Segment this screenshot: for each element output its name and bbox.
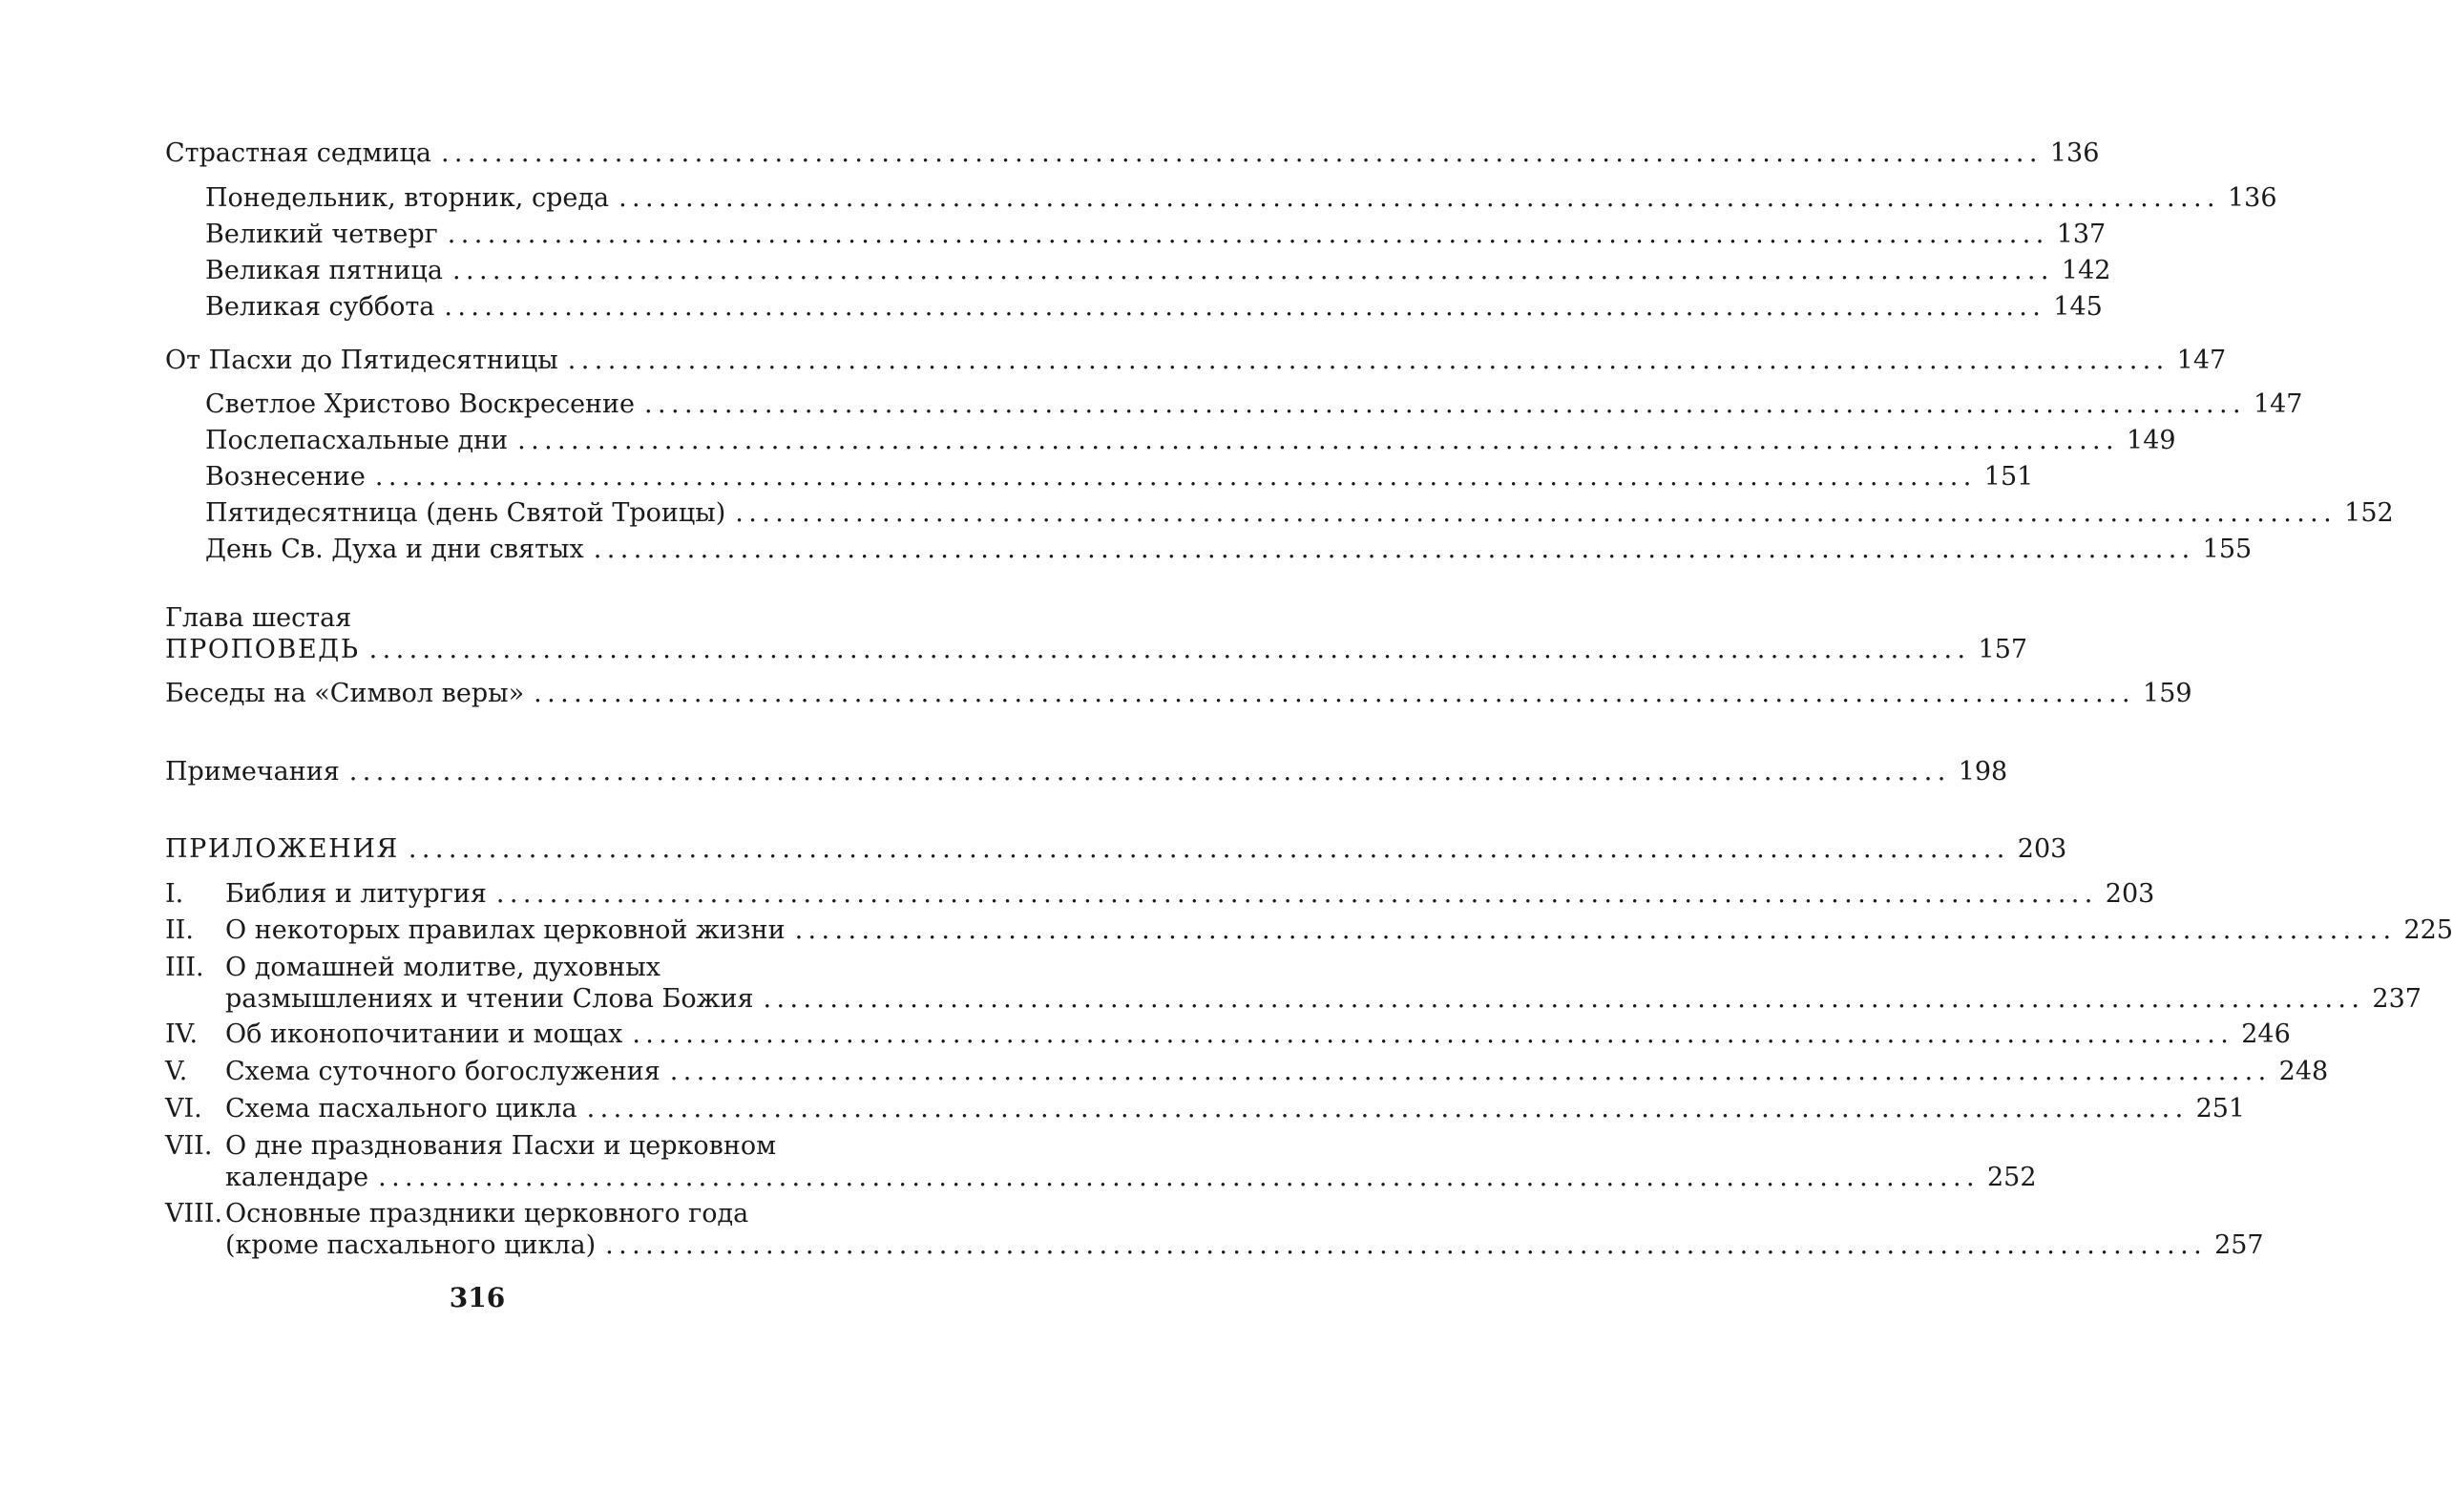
entry-page: 151	[1983, 462, 2034, 492]
dot-leader: ........................................................................................................................	[447, 220, 2049, 249]
dot-leader: ........................................................................................................................	[618, 183, 2220, 213]
dot-leader: ........................................................................................................................	[605, 1230, 2208, 1260]
appendix-entry	[165, 914, 2453, 946]
entry-page: 136	[2049, 138, 2100, 168]
appendix-entry	[165, 1056, 2329, 1087]
entry-title-line: О дне празднования Пасхи и церковном	[225, 1131, 777, 1161]
entry-title: Страстная седмица	[165, 138, 431, 168]
roman-numeral: VII.	[165, 1131, 213, 1161]
entry-page: 246	[2241, 1019, 2291, 1049]
entry-title-line: Основные праздники церковного года	[225, 1199, 749, 1228]
entry-title: Схема суточного богослужения	[225, 1057, 660, 1086]
dot-leader: ........................................................................................................................	[444, 292, 2046, 322]
entry-title: Великая пятница	[205, 256, 443, 285]
dot-leader: ........................................................................................................................	[534, 679, 2136, 708]
entry-title: О некоторых правилах церковной жизни	[225, 915, 786, 945]
toc-entry	[165, 136, 2100, 172]
entry-page: 147	[2176, 346, 2227, 375]
entry-page: 147	[2253, 389, 2303, 419]
roman-numeral: I.	[165, 879, 184, 909]
entry-title: Библия и литургия	[225, 879, 487, 909]
entry-page: 137	[2056, 220, 2107, 249]
dot-leader: ........................................................................................................................	[374, 462, 1977, 492]
entry-title: День Св. Духа и дни святых	[205, 535, 584, 564]
dot-leader: ........................................................................................................................	[517, 426, 2120, 455]
toc-entry	[165, 676, 2192, 712]
dot-leader: ........................................................................................................................	[408, 834, 2010, 864]
entry-page: 157	[1978, 635, 2028, 664]
entry-title: Послепасхальные дни	[205, 426, 509, 455]
entry-page: 251	[2195, 1094, 2246, 1124]
entry-title: (кроме пасхального цикла)	[225, 1230, 597, 1260]
toc-subentry	[205, 253, 2111, 289]
dot-leader: ........................................................................................................................	[368, 635, 1971, 664]
appendix-entry	[165, 1130, 2037, 1193]
entry-title: Понедельник, вторник, среда	[205, 183, 610, 213]
toc-subentry	[205, 495, 2394, 532]
toc-subentry	[205, 387, 2303, 423]
entry-title-line: О домашней молитве, духовных	[225, 953, 660, 982]
dot-leader: ........................................................................................................................	[348, 757, 1951, 787]
entry-page: 248	[2278, 1057, 2329, 1086]
entry-page: 136	[2227, 183, 2277, 213]
toc-subentry	[205, 180, 2277, 217]
roman-numeral: VIII.	[165, 1199, 223, 1228]
dot-leader: ........................................................................................................................	[735, 498, 2338, 528]
entry-page: 142	[2061, 256, 2111, 285]
appendix-entry	[165, 1018, 2291, 1050]
appendix-entry	[165, 1093, 2246, 1124]
roman-numeral: IV.	[165, 1019, 199, 1049]
entry-page: 149	[2127, 426, 2176, 455]
entry-title: календаре	[225, 1163, 369, 1192]
entry-title: От Пасхи до Пятидесятницы	[165, 346, 558, 375]
dot-leader: ........................................................................................................................	[763, 984, 2365, 1014]
toc-entry	[165, 343, 2227, 379]
entry-page: 203	[2105, 879, 2155, 909]
entry-page: 145	[2053, 292, 2103, 322]
appendix-entry	[165, 952, 2422, 1015]
entry-page: 225	[2403, 915, 2453, 945]
toc-subentry	[205, 532, 2253, 568]
entry-title: Великий четверг	[205, 220, 438, 249]
entry-title: Пятидесятница (день Святой Троицы)	[205, 498, 726, 528]
chapter-label: Глава шестая	[165, 603, 352, 633]
dot-leader: ........................................................................................................................	[495, 879, 2098, 909]
entry-title: Великая суббота	[205, 292, 435, 322]
entry-page: 155	[2202, 535, 2253, 564]
entry-page: 198	[1958, 757, 2008, 787]
dot-leader: ........................................................................................................................	[378, 1163, 1980, 1192]
dot-leader: ........................................................................................................................	[440, 138, 2043, 168]
entry-title: Схема пасхального цикла	[225, 1094, 577, 1124]
entry-title: Беседы на «Символ веры»	[165, 679, 525, 708]
dot-leader: ........................................................................................................................	[567, 346, 2170, 375]
dot-leader: ........................................................................................................................	[593, 535, 2195, 564]
appendix-entry	[165, 1198, 2264, 1261]
toc-subentry	[205, 289, 2103, 326]
toc-entry	[165, 632, 2028, 668]
entry-page: 203	[2017, 834, 2067, 864]
entry-title: Светлое Христово Воскресение	[205, 389, 636, 419]
page-number: 316	[449, 1282, 506, 1313]
entry-title: размышлениях и чтении Слова Божия	[225, 984, 754, 1014]
toc-subentry	[205, 217, 2107, 253]
entry-page: 257	[2214, 1230, 2264, 1260]
entry-title: ПРОПОВЕДЬ	[165, 635, 360, 664]
dot-leader: ........................................................................................................................	[794, 915, 2397, 945]
toc-subentry	[205, 459, 2034, 495]
entry-page: 252	[1987, 1163, 2037, 1192]
entry-page: 159	[2143, 679, 2192, 708]
toc-entry	[165, 831, 2067, 868]
dot-leader: ........................................................................................................................	[451, 256, 2054, 285]
entry-title: ПРИЛОЖЕНИЯ	[165, 834, 399, 864]
appendix-entry	[165, 878, 2155, 910]
roman-numeral: III.	[165, 953, 204, 982]
dot-leader: ........................................................................................................................	[644, 389, 2246, 419]
entry-page: 237	[2372, 984, 2422, 1014]
dot-leader: ........................................................................................................................	[586, 1094, 2189, 1124]
entry-page: 152	[2344, 498, 2394, 528]
toc-entry	[165, 754, 2008, 790]
entry-title: Об иконопочитании и мощах	[225, 1019, 623, 1049]
entry-title: Вознесение	[205, 462, 366, 492]
dot-leader: ........................................................................................................................	[669, 1057, 2272, 1086]
roman-numeral: V.	[165, 1057, 188, 1086]
entry-title: Примечания	[165, 757, 340, 787]
toc-subentry	[205, 423, 2176, 459]
dot-leader: ........................................................................................................................	[632, 1019, 2234, 1049]
roman-numeral: II.	[165, 915, 194, 945]
roman-numeral: VI.	[165, 1094, 202, 1124]
